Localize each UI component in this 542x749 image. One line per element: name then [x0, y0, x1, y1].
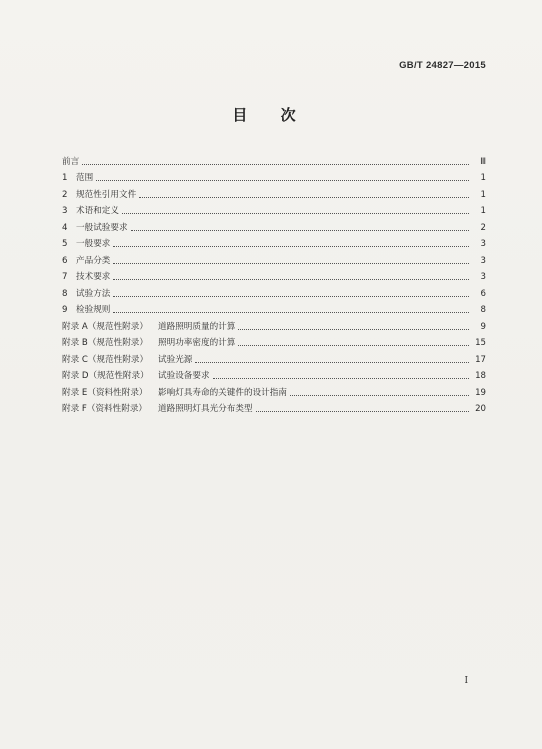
toc-entry-page: 1 — [480, 189, 486, 200]
toc-leader-dots — [113, 245, 469, 247]
toc-entry-page: 17 — [475, 354, 486, 365]
toc-appendix-prefix: 附录 B（规范性附录） — [62, 338, 148, 348]
toc-entry[interactable] — [62, 183, 486, 200]
toc-appendix-prefix: 附录 E（资料性附录） — [62, 387, 148, 398]
toc-entry[interactable] — [62, 299, 486, 316]
toc-entry-label: 影响灯具寿命的关键件的设计指南 — [158, 387, 287, 398]
toc-entry-label: 试验方法 — [76, 288, 111, 299]
toc-entry-page: 15 — [475, 338, 486, 348]
toc-entry-number: 5 — [62, 239, 68, 249]
toc-entry-label: 范围 — [76, 173, 94, 183]
toc-leader-dots — [238, 344, 469, 346]
toc-appendix-prefix: 附录 D（规范性附录） — [62, 371, 149, 381]
toc-entry[interactable] — [62, 266, 486, 283]
toc-appendix-entry[interactable] — [62, 315, 486, 332]
toc-entry-label: 规范性引用文件 — [76, 189, 137, 200]
toc-entry-number: 9 — [62, 305, 68, 315]
toc-entry-label: 检验规则 — [76, 305, 111, 315]
toc-appendix-prefix: 附录 C（规范性附录） — [62, 354, 149, 365]
toc-leader-dots — [139, 196, 469, 198]
toc-entry-page: 18 — [475, 371, 486, 381]
toc-appendix-entry[interactable] — [62, 365, 486, 382]
toc-entry-number: 3 — [62, 206, 68, 216]
toc-entry-label: 试验光源 — [158, 354, 193, 365]
toc-entry[interactable] — [62, 167, 486, 184]
toc-appendix-entry[interactable] — [62, 381, 486, 398]
toc-leader-dots — [213, 377, 469, 379]
toc-entry-label: 试验设备要求 — [158, 371, 210, 381]
toc-entry[interactable] — [62, 282, 486, 299]
toc-entry-page: 3 — [480, 239, 486, 249]
toc-entry-number: 8 — [62, 288, 68, 299]
toc-entry-label: 道路照明灯具光分布类型 — [158, 404, 253, 414]
toc-entry-page: 19 — [475, 387, 486, 398]
toc-leader-dots — [256, 410, 469, 412]
toc-entry[interactable] — [62, 233, 486, 250]
toc-entry-label: 技术要求 — [76, 272, 111, 282]
toc-entry-page: 20 — [475, 404, 486, 414]
toc-appendix-prefix: 附录 F（资料性附录） — [62, 404, 148, 414]
toc-entry-label: 前言 — [62, 156, 80, 167]
toc-entry-label: 产品分类 — [76, 255, 111, 266]
toc-leader-dots — [122, 212, 469, 214]
toc-entry-number: 7 — [62, 272, 68, 282]
toc-leader-dots — [290, 394, 469, 396]
toc-entry-page: 2 — [480, 222, 486, 233]
toc-leader-dots — [113, 262, 469, 264]
toc-entry-label: 照明功率密度的计算 — [158, 338, 236, 348]
toc-entry-number: 4 — [62, 222, 68, 233]
toc-entry[interactable] — [62, 200, 486, 217]
toc-appendix-entry[interactable] — [62, 398, 486, 415]
toc-entry-page: 8 — [480, 305, 486, 315]
page-number: Ⅰ — [464, 676, 468, 686]
toc-entry-page: 3 — [480, 272, 486, 282]
toc-leader-dots — [113, 295, 469, 297]
toc-entry-page: 3 — [480, 255, 486, 266]
toc-leader-dots — [82, 163, 469, 165]
toc-entry-number: 1 — [62, 173, 68, 183]
toc-leader-dots — [238, 328, 469, 330]
toc-entry[interactable] — [62, 249, 486, 266]
standard-number: GB/T 24827—2015 — [399, 60, 486, 71]
toc-entry-page: Ⅲ — [480, 156, 486, 167]
toc-entry-label: 术语和定义 — [76, 206, 119, 216]
toc-entry-page: 9 — [480, 321, 486, 332]
page-title: 目 次 — [232, 106, 310, 124]
toc-leader-dots — [113, 311, 469, 313]
table-of-contents — [62, 150, 486, 414]
toc-entry[interactable] — [62, 150, 486, 167]
toc-entry-number: 6 — [62, 255, 68, 266]
toc-entry-label: 一般试验要求 — [76, 222, 128, 233]
toc-entry-page: 1 — [480, 206, 486, 216]
toc-appendix-entry[interactable] — [62, 348, 486, 365]
toc-entry-label: 道路照明质量的计算 — [158, 321, 236, 332]
toc-entry-page: 1 — [480, 173, 486, 183]
toc-entry-page: 6 — [480, 288, 486, 299]
toc-leader-dots — [195, 361, 469, 363]
toc-entry-number: 2 — [62, 189, 68, 200]
toc-entry-label: 一般要求 — [76, 239, 111, 249]
toc-leader-dots — [96, 179, 469, 181]
toc-appendix-entry[interactable] — [62, 332, 486, 349]
toc-leader-dots — [131, 229, 469, 231]
toc-leader-dots — [113, 278, 469, 280]
toc-entry[interactable] — [62, 216, 486, 233]
toc-appendix-prefix: 附录 A（规范性附录） — [62, 321, 148, 332]
